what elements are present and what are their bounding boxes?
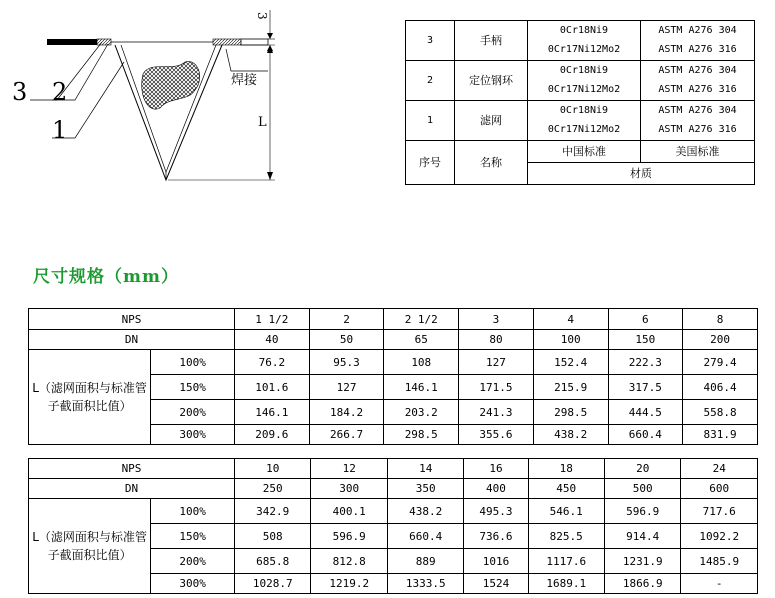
l-value: 222.3 — [608, 350, 683, 375]
header-material: 材质 — [528, 163, 755, 185]
spec-table — [28, 308, 758, 445]
l-value: 127 — [459, 350, 534, 375]
part-2-label: 2 — [52, 78, 68, 106]
dn-value: 200 — [683, 330, 758, 350]
dn-label: DN — [29, 330, 235, 350]
part-1-label: 1 — [52, 116, 68, 144]
ratio: 200% — [151, 400, 235, 425]
dn-value: 350 — [387, 479, 463, 499]
nps-value: 14 — [387, 459, 463, 479]
dn-value: 250 — [235, 479, 311, 499]
us-material: ASTM A276 304 — [641, 101, 755, 121]
nps-label: NPS — [29, 309, 235, 330]
l-value: 241.3 — [459, 400, 534, 425]
l-value: 127 — [309, 375, 384, 400]
dn-value: 150 — [608, 330, 683, 350]
ratio: 300% — [151, 574, 235, 594]
nps-value: 2 1/2 — [384, 309, 459, 330]
dn-value: 300 — [311, 479, 387, 499]
cn-material: 0Cr18Ni9 — [528, 61, 641, 81]
l-value: 203.2 — [384, 400, 459, 425]
cn-material: 0Cr18Ni9 — [528, 21, 641, 41]
l-value: 1117.6 — [528, 549, 604, 574]
l-value: 406.4 — [683, 375, 758, 400]
l-value: 108 — [384, 350, 459, 375]
dn-value: 40 — [235, 330, 310, 350]
part-no: 2 — [406, 61, 455, 101]
ratio: 300% — [151, 425, 235, 445]
dn-value: 50 — [309, 330, 384, 350]
l-value: 1028.7 — [235, 574, 311, 594]
ratio: 150% — [151, 524, 235, 549]
part-no: 3 — [406, 21, 455, 61]
us-material: ASTM A276 316 — [641, 121, 755, 141]
l-value: 831.9 — [683, 425, 758, 445]
part-no: 1 — [406, 101, 455, 141]
nps-value: 10 — [235, 459, 311, 479]
cn-material: 0Cr17Ni12Mo2 — [528, 41, 641, 61]
l-value: 209.6 — [235, 425, 310, 445]
cone-outline — [115, 45, 222, 180]
section-title: 尺寸规格（mm） — [33, 267, 179, 287]
nps-value: 2 — [309, 309, 384, 330]
l-value: 889 — [387, 549, 463, 574]
l-value: 438.2 — [387, 499, 463, 524]
ratio: 200% — [151, 549, 235, 574]
l-value: 1092.2 — [681, 524, 758, 549]
dn-value: 450 — [528, 479, 604, 499]
l-value: 438.2 — [533, 425, 608, 445]
l-value: 660.4 — [387, 524, 463, 549]
l-value: 825.5 — [528, 524, 604, 549]
l-value: 342.9 — [235, 499, 311, 524]
l-value: 76.2 — [235, 350, 310, 375]
l-value: 1866.9 — [604, 574, 680, 594]
l-label: L（滤网面积与标准管子截面积比值） — [29, 350, 151, 445]
nps-value: 8 — [683, 309, 758, 330]
l-label: L（滤网面积与标准管子截面积比值） — [29, 499, 151, 594]
l-value: 495.3 — [464, 499, 528, 524]
l-value: 146.1 — [235, 400, 310, 425]
mesh-patch — [142, 61, 200, 109]
dim-3-label: 3 — [255, 12, 269, 20]
cn-material: 0Cr17Ni12Mo2 — [528, 121, 641, 141]
nps-value: 1 1/2 — [235, 309, 310, 330]
l-value: 1016 — [464, 549, 528, 574]
l-value: 298.5 — [384, 425, 459, 445]
l-value: 101.6 — [235, 375, 310, 400]
part-name: 定位钢环 — [455, 61, 528, 101]
l-value: 1219.2 — [311, 574, 387, 594]
header-us-std: 美国标准 — [641, 141, 755, 163]
nps-value: 24 — [681, 459, 758, 479]
dn-value: 400 — [464, 479, 528, 499]
ratio: 150% — [151, 375, 235, 400]
l-value: 717.6 — [681, 499, 758, 524]
us-material: ASTM A276 316 — [641, 41, 755, 61]
nps-value: 18 — [528, 459, 604, 479]
l-value: 444.5 — [608, 400, 683, 425]
header-name: 名称 — [455, 141, 528, 185]
us-material: ASTM A276 304 — [641, 21, 755, 41]
part-name: 滤网 — [455, 101, 528, 141]
us-material: ASTM A276 304 — [641, 61, 755, 81]
handle-bar — [47, 39, 97, 45]
l-value: 1231.9 — [604, 549, 680, 574]
us-material: ASTM A276 316 — [641, 81, 755, 101]
ring-right — [213, 39, 241, 45]
l-value: 355.6 — [459, 425, 534, 445]
dn-value: 80 — [459, 330, 534, 350]
l-value: 266.7 — [309, 425, 384, 445]
l-value: 171.5 — [459, 375, 534, 400]
nps-value: 6 — [608, 309, 683, 330]
weld-label: 焊接 — [231, 73, 258, 88]
l-value: 558.8 — [683, 400, 758, 425]
dim-l-label: L — [258, 115, 267, 130]
l-value: 736.6 — [464, 524, 528, 549]
l-value: 1333.5 — [387, 574, 463, 594]
l-value: - — [681, 574, 758, 594]
l-value: 1689.1 — [528, 574, 604, 594]
l-value: 1485.9 — [681, 549, 758, 574]
ring-left — [97, 39, 111, 45]
nps-label: NPS — [29, 459, 235, 479]
cn-material: 0Cr17Ni12Mo2 — [528, 81, 641, 101]
l-value: 596.9 — [604, 499, 680, 524]
l-value: 812.8 — [311, 549, 387, 574]
nps-value: 4 — [533, 309, 608, 330]
l-value: 1524 — [464, 574, 528, 594]
l-value: 298.5 — [533, 400, 608, 425]
nps-value: 16 — [464, 459, 528, 479]
spec-table — [28, 458, 758, 594]
header-no: 序号 — [406, 141, 455, 185]
l-value: 400.1 — [311, 499, 387, 524]
part-name: 手柄 — [455, 21, 528, 61]
l-value: 685.8 — [235, 549, 311, 574]
ratio: 100% — [151, 350, 235, 375]
cn-material: 0Cr18Ni9 — [528, 101, 641, 121]
nps-value: 20 — [604, 459, 680, 479]
nps-value: 12 — [311, 459, 387, 479]
l-value: 184.2 — [309, 400, 384, 425]
nps-value: 3 — [459, 309, 534, 330]
l-value: 317.5 — [608, 375, 683, 400]
ratio: 100% — [151, 499, 235, 524]
strainer-drawing — [0, 0, 400, 250]
material-table — [405, 20, 755, 185]
l-value: 279.4 — [683, 350, 758, 375]
l-value: 660.4 — [608, 425, 683, 445]
l-value: 95.3 — [309, 350, 384, 375]
dn-value: 600 — [681, 479, 758, 499]
header-cn-std: 中国标准 — [528, 141, 641, 163]
l-value: 215.9 — [533, 375, 608, 400]
dn-value: 65 — [384, 330, 459, 350]
l-value: 152.4 — [533, 350, 608, 375]
dn-value: 500 — [604, 479, 680, 499]
dn-label: DN — [29, 479, 235, 499]
l-value: 914.4 — [604, 524, 680, 549]
part-3-label: 3 — [12, 78, 28, 106]
l-value: 546.1 — [528, 499, 604, 524]
l-value: 146.1 — [384, 375, 459, 400]
l-value: 596.9 — [311, 524, 387, 549]
l-value: 508 — [235, 524, 311, 549]
dn-value: 100 — [533, 330, 608, 350]
